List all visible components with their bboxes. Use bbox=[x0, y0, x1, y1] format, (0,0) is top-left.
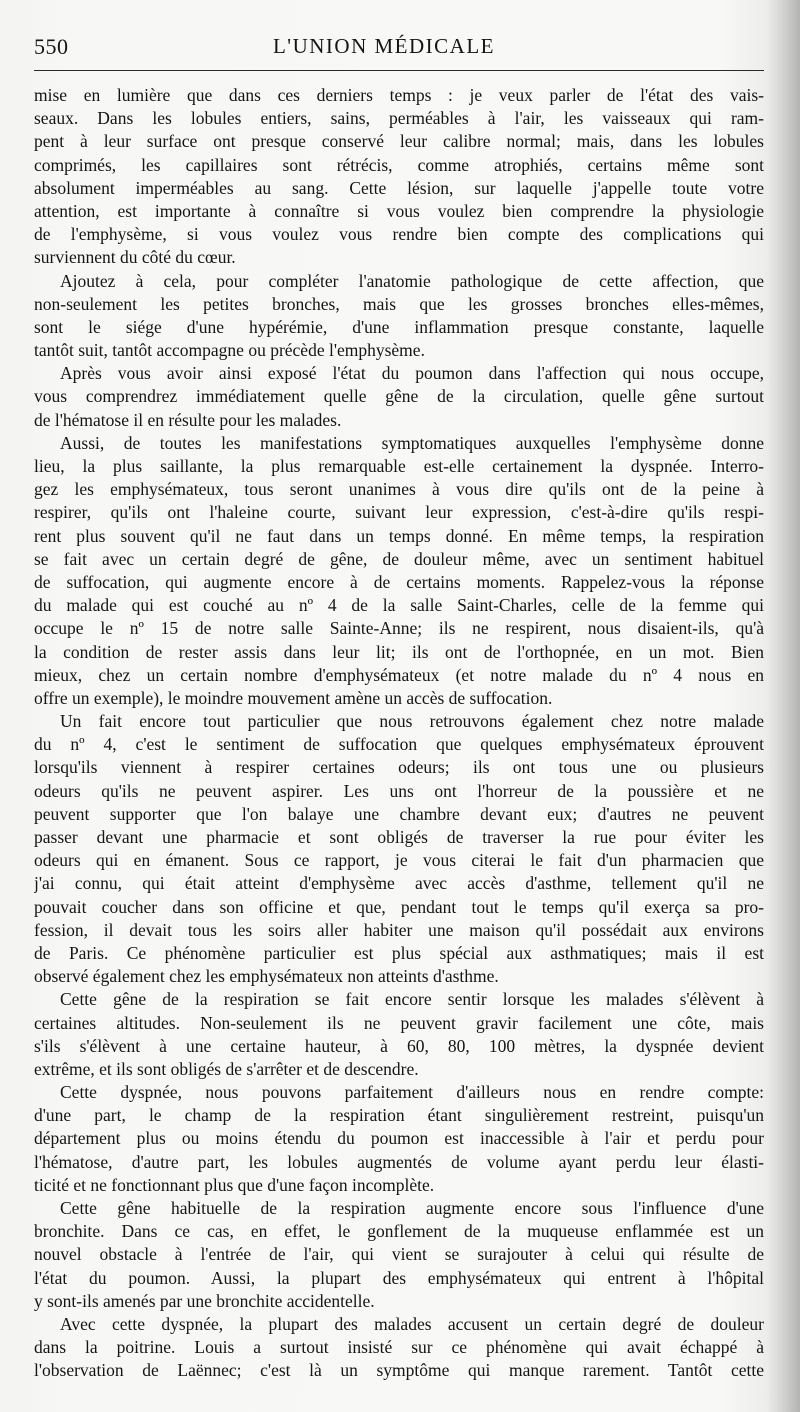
text-line: lieu, la plus saillante, la plus remarquable est-elle certainement la dyspnée. Interro- bbox=[34, 456, 764, 476]
text-line: mieux, chez un certain nombre d'emphysémateux (et notre malade du nº 4 nous en bbox=[34, 664, 764, 685]
text-line: Un fait encore tout particulier que nous retrouvons également chez notre malade bbox=[60, 711, 764, 732]
text-line: tantôt suit, tantôt accompagne ou précède l'emphysème. bbox=[34, 340, 425, 361]
text-line: fession, il devait tous les soirs aller habiter une maison qu'il possédait aux environs bbox=[34, 919, 764, 940]
text-line: mise en lumière que dans ces derniers temps : je veux parler de l'état des vais- bbox=[34, 85, 764, 105]
running-title: L'UNION MÉDICALE bbox=[272, 34, 495, 58]
text-line: gez les emphysémateux, tous seront unanimes à vous dire qu'ils ont de la peine à bbox=[34, 479, 764, 500]
page-number: 550 bbox=[34, 34, 69, 59]
text-line: de l'hématose il en résulte pour les malades. bbox=[34, 409, 342, 430]
text-line: de l'emphysème, si vous voulez vous rendre bien compte des complications qui bbox=[34, 224, 764, 245]
text-line: du nº 4, c'est le sentiment de suffocation que quelques emphysémateux éprouvent bbox=[34, 734, 764, 755]
text-line: surviennent du côté du cœur. bbox=[34, 247, 236, 268]
text-line: l'observation de Laënnec; c'est là un symptôme qui manque rarement. Tantôt cette bbox=[34, 1360, 764, 1381]
text-line: pouvait coucher dans son officine et que, pendant tout le temps qu'il exerça sa pro- bbox=[34, 896, 764, 917]
text-line: Cette gêne habituelle de la respiration augmente encore sous l'influence d'une bbox=[60, 1198, 764, 1218]
text-line: de suffocation, qui augmente encore à de certains moments. Rappelez-vous la réponse bbox=[34, 571, 764, 592]
text-line: se fait avec un certain degré de gêne, de douleur même, avec un sentiment habituel bbox=[34, 548, 764, 569]
text-line: occupe le nº 15 de notre salle Sainte-Anne; ils ne respirent, nous disaient-ils, qu'à bbox=[34, 618, 764, 639]
text-line: sont le siége d'une hypérémie, d'une inflammation presque constante, laquelle bbox=[34, 316, 764, 337]
page-edge-shadow bbox=[766, 0, 800, 1412]
text-line: l'état du poumon. Aussi, la plupart des emphysémateux qui entrent à l'hôpital bbox=[34, 1267, 764, 1288]
text-line: lorsqu'ils viennent à respirer certaines odeurs; ils ont tous une ou plusieurs bbox=[34, 757, 764, 778]
text-line: département plus ou moins étendu du poumon est inaccessible à l'air et perdu pour bbox=[34, 1128, 764, 1149]
text-line: odeurs qui en émanent. Sous ce rapport, je vous citerai le fait d'un pharmacien que bbox=[34, 850, 764, 871]
text-line: extrême, et ils sont obligés de s'arrêter et de descendre. bbox=[34, 1058, 419, 1079]
text-line: absolument imperméables au sang. Cette lésion, sur laquelle j'appelle toute votre bbox=[34, 177, 764, 198]
text-line: respirer, qu'ils ont l'haleine courte, suivant leur expression, c'est-à-dire qu'ils respi- bbox=[34, 502, 764, 523]
running-header bbox=[34, 30, 764, 60]
text-line: j'ai connu, qui était atteint d'emphysème avec accès d'asthme, tellement qu'il ne bbox=[34, 873, 764, 894]
text-line: Avec cette dyspnée, la plupart des malades accusent un certain degré de douleur bbox=[60, 1313, 764, 1334]
text-line: Cette dyspnée, nous pouvons parfaitement d'ailleurs nous en rendre compte: bbox=[60, 1082, 764, 1103]
text-line: observé également chez les emphysémateux non atteints d'asthme. bbox=[34, 966, 499, 987]
text-line: offre un exemple), le moindre mouvement amène un accès de suffocation. bbox=[34, 687, 553, 708]
text-line: ticité et ne fonctionnant plus que d'une façon incomplète. bbox=[34, 1174, 435, 1195]
text-line: seaux. Dans les lobules entiers, sains, perméables à l'air, les vaisseaux qui ram- bbox=[34, 108, 764, 129]
text-line: comprimés, les capillaires sont rétrécis, comme atrophiés, certains même sont bbox=[34, 154, 764, 175]
text-line: peuvent supporter que l'on balaye une chambre devant eux; d'autres ne peuvent bbox=[34, 803, 764, 824]
text-line: pent à leur surface ont presque conservé leur calibre normal; mais, dans les lobules bbox=[34, 131, 764, 152]
text-line: Après vous avoir ainsi exposé l'état du poumon dans l'affection qui nous occupe, bbox=[60, 363, 764, 384]
text-line: y sont-ils amenés par une bronchite accidentelle. bbox=[34, 1290, 375, 1311]
text-line: bronchite. Dans ce cas, en effet, le gonflement de la muqueuse enflammée est un bbox=[34, 1221, 764, 1242]
header-rule bbox=[34, 70, 764, 71]
text-line: Cette gêne de la respiration se fait encore sentir lorsque les malades s'élèvent à bbox=[60, 989, 764, 1010]
text-line: d'une part, le champ de la respiration étant singulièrement restreint, puisqu'un bbox=[34, 1105, 764, 1126]
text-line: l'hématose, d'autre part, les lobules augmentés de volume ayant perdu leur élasti- bbox=[34, 1151, 764, 1172]
text-line: Ajoutez à cela, pour compléter l'anatomie pathologique de cette affection, que bbox=[60, 270, 764, 291]
text-line: du malade qui est couché au nº 4 de la salle Saint-Charles, celle de la femme qui bbox=[34, 595, 764, 616]
text-line: vous comprendrez immédiatement quelle gêne de la circulation, quelle gêne surtout bbox=[34, 386, 764, 407]
text-line: la condition de rester assis dans leur lit; ils ont de l'orthopnée, en un mot. Bien bbox=[34, 641, 764, 662]
text-line: certaines altitudes. Non-seulement ils ne peuvent gravir facilement une côte, mais bbox=[34, 1012, 764, 1033]
text-line: non-seulement les petites bronches, mais que les grosses bronches elles-mêmes, bbox=[34, 293, 764, 314]
text-line: attention, est importante à connaître si vous voulez bien comprendre la physiologie bbox=[34, 200, 764, 221]
body-text bbox=[34, 84, 764, 1383]
text-line: odeurs qu'ils ne peuvent aspirer. Les uns ont l'horreur de la poussière et ne bbox=[34, 780, 764, 801]
text-line: de Paris. Ce phénomène particulier est plus spécial aux asthmatiques; mais il est bbox=[34, 942, 764, 963]
text-line: dans la poitrine. Louis a surtout insisté sur ce phénomène qui avait échappé à bbox=[34, 1337, 764, 1358]
text-line: nouvel obstacle à l'entrée de l'air, qui vient se surajouter à celui qui résulte de bbox=[34, 1244, 764, 1265]
text-line: passer devant une pharmacie et sont obligés de traverser la rue pour éviter les bbox=[34, 827, 764, 847]
text-line: s'ils s'élèvent à une certaine hauteur, à 60, 80, 100 mètres, la dyspnée devient bbox=[34, 1035, 764, 1056]
text-line: rent plus souvent qu'il ne faut dans un temps donné. En même temps, la respiration bbox=[34, 525, 764, 546]
text-line: Aussi, de toutes les manifestations symptomatiques auxquelles l'emphysème donne bbox=[60, 432, 764, 453]
